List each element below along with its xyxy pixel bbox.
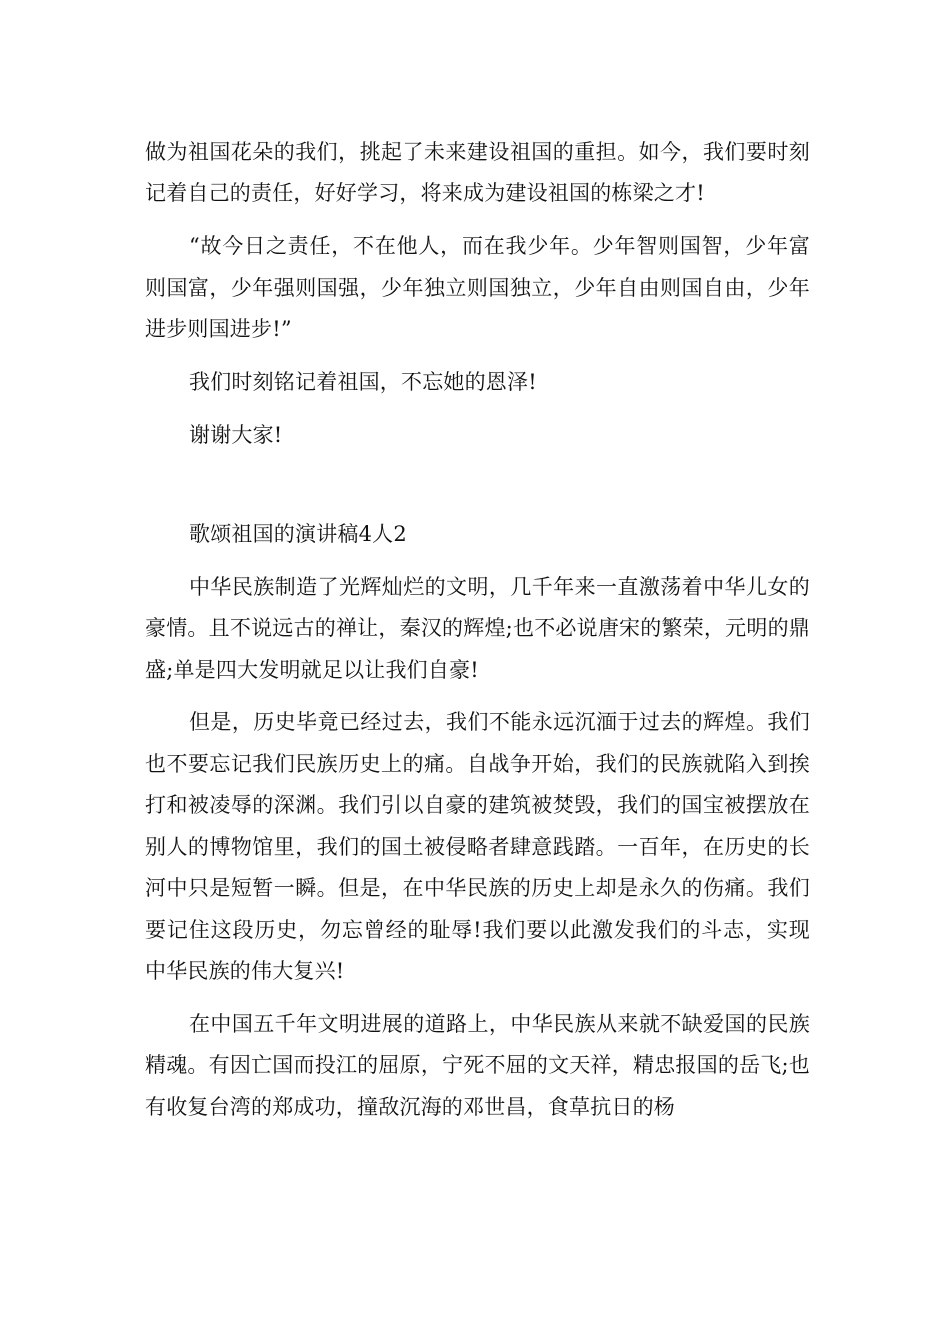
paragraph-1: 做为祖国花朵的我们，挑起了未来建设祖国的重担。如今，我们要时刻记着自己的责任，好好学习，将来成为建设祖国的栋梁之才!: [145, 140, 810, 206]
paragraph-4: 谢谢大家!: [189, 422, 283, 447]
paragraph-5: 中华民族制造了光辉灿烂的文明，几千年来一直激荡着中华儿女的豪情。且不说远古的禅让，秦汉的辉煌;也不必说唐宋的繁荣，元明的鼎盛;单是四大发明就足以让我们自豪!: [145, 574, 810, 682]
paragraph-6: 但是，历史毕竟已经过去，我们不能永远沉湎于过去的辉煌。我们也不要忘记我们民族历史上的痛。自战争开始，我们的民族就陷入到挨打和被凌辱的深渊。我们引以自豪的建筑被焚毁，我们的国宝被摆放在别人的博物馆里，我们的国土被侵略者肆意践踏。一百年，在历史的长河中只是短暂一瞬。但是，在中华民族的历史上却是永久的伤痛。我们要记住这段历史，勿忘曾经的耻辱!我们要以此激发我们的斗志，实现中华民族的伟大复兴!: [145, 710, 810, 983]
section-heading: 歌颂祖国的演讲稿4人2: [189, 521, 407, 546]
paragraph-2: “故今日之责任，不在他人，而在我少年。少年智则国智，少年富则国富，少年强则国强，少年独立则国独立，少年自由则国自由，少年进步则国进步!”: [145, 234, 810, 342]
paragraph-7: 在中国五千年文明进展的道路上，中华民族从来就不缺爱国的民族精魂。有因亡国而投江的屈原，宁死不屈的文天祥，精忠报国的岳飞;也有收复台湾的郑成功，撞敌沉海的邓世昌，食草抗日的杨: [145, 1011, 810, 1119]
paragraph-3: 我们时刻铭记着祖国，不忘她的恩泽!: [189, 370, 537, 395]
section-gap: [145, 468, 810, 514]
document-page: [145, 132, 810, 1140]
